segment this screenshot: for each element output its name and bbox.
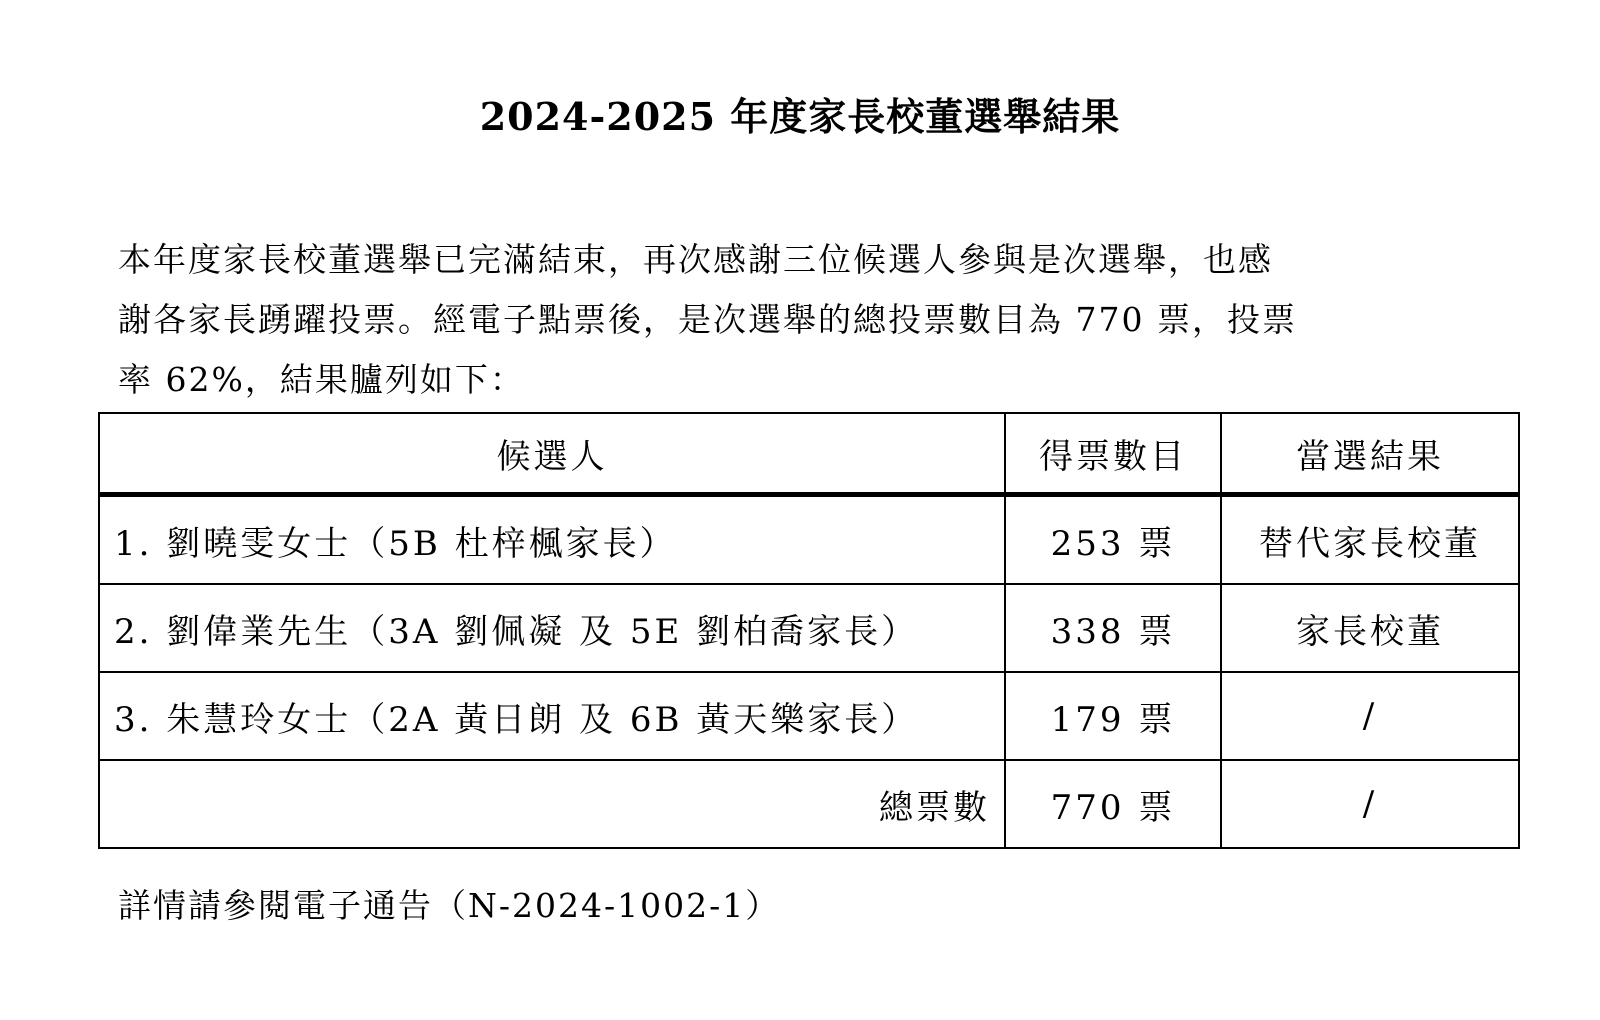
footer-note: 詳情請參閱電子通告（N-2024-1002-1） <box>118 886 781 925</box>
total-row <box>99 760 1519 848</box>
intro-line: 率 62%，結果臚列如下： <box>118 360 525 399</box>
page-title: 2024-2025 年度家長校董選舉結果 <box>479 94 1121 139</box>
table-header-row <box>99 413 1519 495</box>
header-votes: 得票數目 <box>1005 413 1221 495</box>
election-result: / <box>1221 672 1519 760</box>
results-table <box>98 412 1520 849</box>
intro-line: 本年度家長校董選舉已完滿結束，再次感謝三位候選人參與是次選舉，也感 <box>118 240 1273 279</box>
header-candidate: 候選人 <box>99 413 1005 495</box>
total-result: / <box>1221 760 1519 848</box>
vote-count: 338 票 <box>1005 584 1221 672</box>
election-result: 家長校董 <box>1221 584 1519 672</box>
total-votes: 770 票 <box>1005 760 1221 848</box>
candidate-name: 2. 劉偉業先生（3A 劉佩凝 及 5E 劉柏喬家長） <box>99 584 1005 672</box>
intro-line: 謝各家長踴躍投票。經電子點票後，是次選舉的總投票數目為 770 票，投票 <box>118 300 1297 339</box>
candidate-name: 3. 朱慧玲女士（2A 黃日朗 及 6B 黃天樂家長） <box>99 672 1005 760</box>
table-row <box>99 672 1519 760</box>
total-label: 總票數 <box>99 760 1005 848</box>
election-result: 替代家長校董 <box>1221 495 1519 585</box>
vote-count: 253 票 <box>1005 495 1221 585</box>
header-result: 當選結果 <box>1221 413 1519 495</box>
intro-paragraph <box>118 230 1518 410</box>
vote-count: 179 票 <box>1005 672 1221 760</box>
candidate-name: 1. 劉曉雯女士（5B 杜梓楓家長） <box>99 495 1005 585</box>
table-row <box>99 495 1519 585</box>
table-row <box>99 584 1519 672</box>
